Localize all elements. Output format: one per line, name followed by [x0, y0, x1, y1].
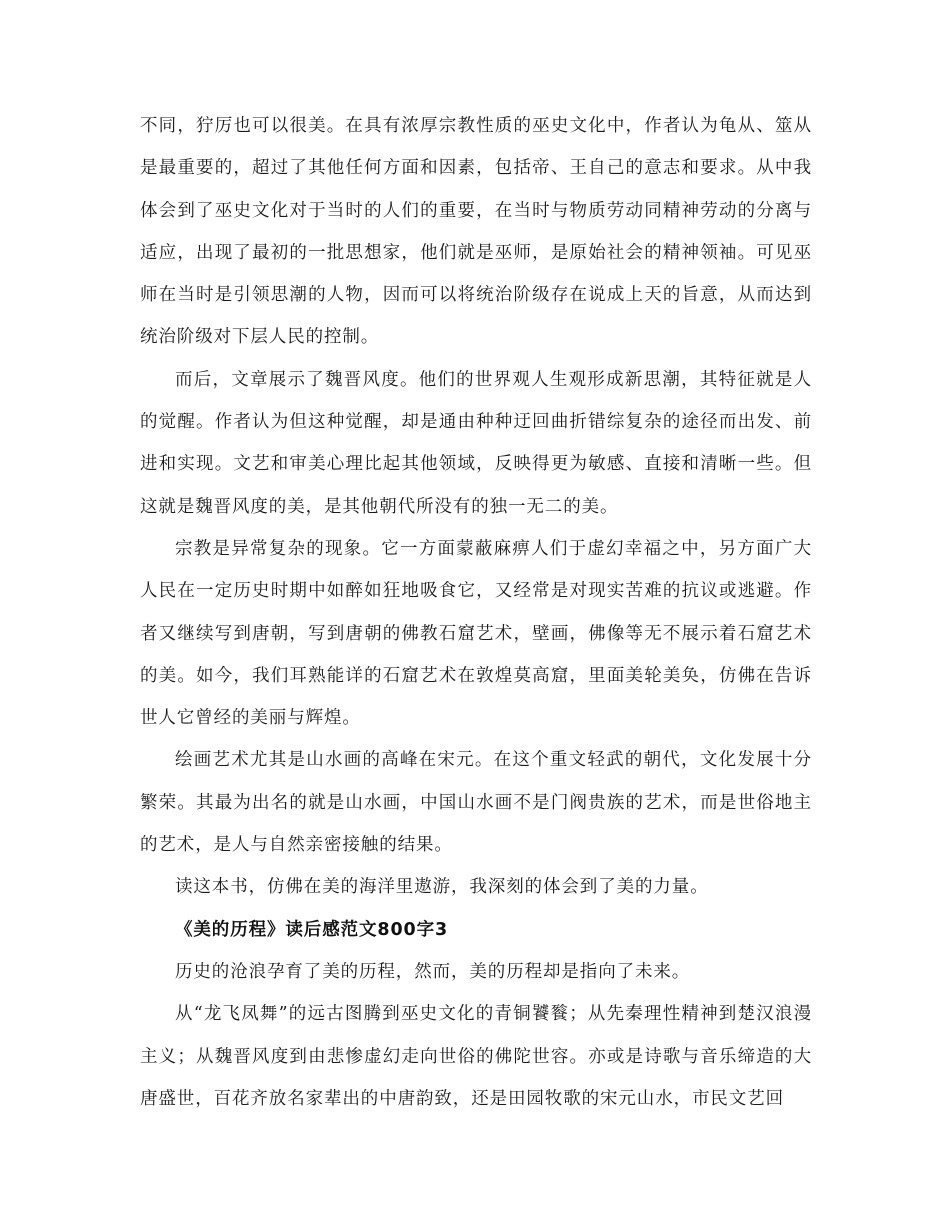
- paragraph-religion: 宗教是异常复杂的现象。它一方面蒙蔽麻痹人们于虚幻幸福之中，另方面广大人民在一定历史时期中如醉如狂地吸食它，又经常是对现实苦难的抗议或逃避。作者又继续写到唐朝，写到唐朝的佛教石窟艺术，壁画，佛像等无不展示着石窟艺术的美。如今，我们耳熟能详的石窟艺术在敦煌莫高窟，里面美轮美奂，仿佛在告诉世人它曾经的美丽与辉煌。: [140, 538, 812, 729]
- paragraph-history-overview: 从“龙飞凤舞”的远古图腾到巫史文化的青铜饕餮；从先秦理性精神到楚汉浪漫主义；从魏晋风度到由悲惨虚幻走向世俗的佛陀世容。亦或是诗歌与音乐缔造的大唐盛世，百花齐放名家辈出的中唐韵致，还是田园牧歌的宋元山水，市民文艺回: [140, 1004, 812, 1109]
- paragraph-reading-reflection: 读这本书，仿佛在美的海洋里遨游，我深刻的体会到了美的力量。: [175, 877, 709, 898]
- paragraph-continuation: 不同，狞厉也可以很美。在具有浓厚宗教性质的巫史文化中，作者认为龟从、筮从是最重要的，超过了其他任何方面和因素，包括帝、王自己的意志和要求。从中我体会到了巫史文化对于当时的人们的重要，在当时与物质劳动同精神劳动的分离与适应，出现了最初的一批思想家，他们就是巫师，是原始社会的精神领袖。可见巫师在当时是引领思潮的人物，因而可以将统治阶级存在说成上天的旨意，从而达到统治阶级对下层人民的控制。: [140, 116, 812, 348]
- paragraph-history-intro: 历史的沧浪孕育了美的历程，然而，美的历程却是指向了未来。: [175, 961, 691, 982]
- document-body: [140, 105, 812, 1120]
- section-heading: 《美的历程》读后感范文800字3: [175, 919, 449, 940]
- paragraph-wei-jin: 而后，文章展示了魏晋风度。他们的世界观人生观形成新思潮，其特征就是人的觉醒。作者认为但这种觉醒，却是通由种种迂回曲折错综复杂的途径而出发、前进和实现。文艺和审美心理比起其他领域，反映得更为敏感、直接和清晰一些。但这就是魏晋风度的美，是其他朝代所没有的独一无二的美。: [140, 369, 812, 517]
- paragraph-landscape-painting: 绘画艺术尤其是山水画的高峰在宋元。在这个重文轻武的朝代，文化发展十分繁荣。其最为出名的就是山水画，中国山水画不是门阀贵族的艺术，而是世俗地主的艺术，是人与自然亲密接触的结果。: [140, 750, 812, 856]
